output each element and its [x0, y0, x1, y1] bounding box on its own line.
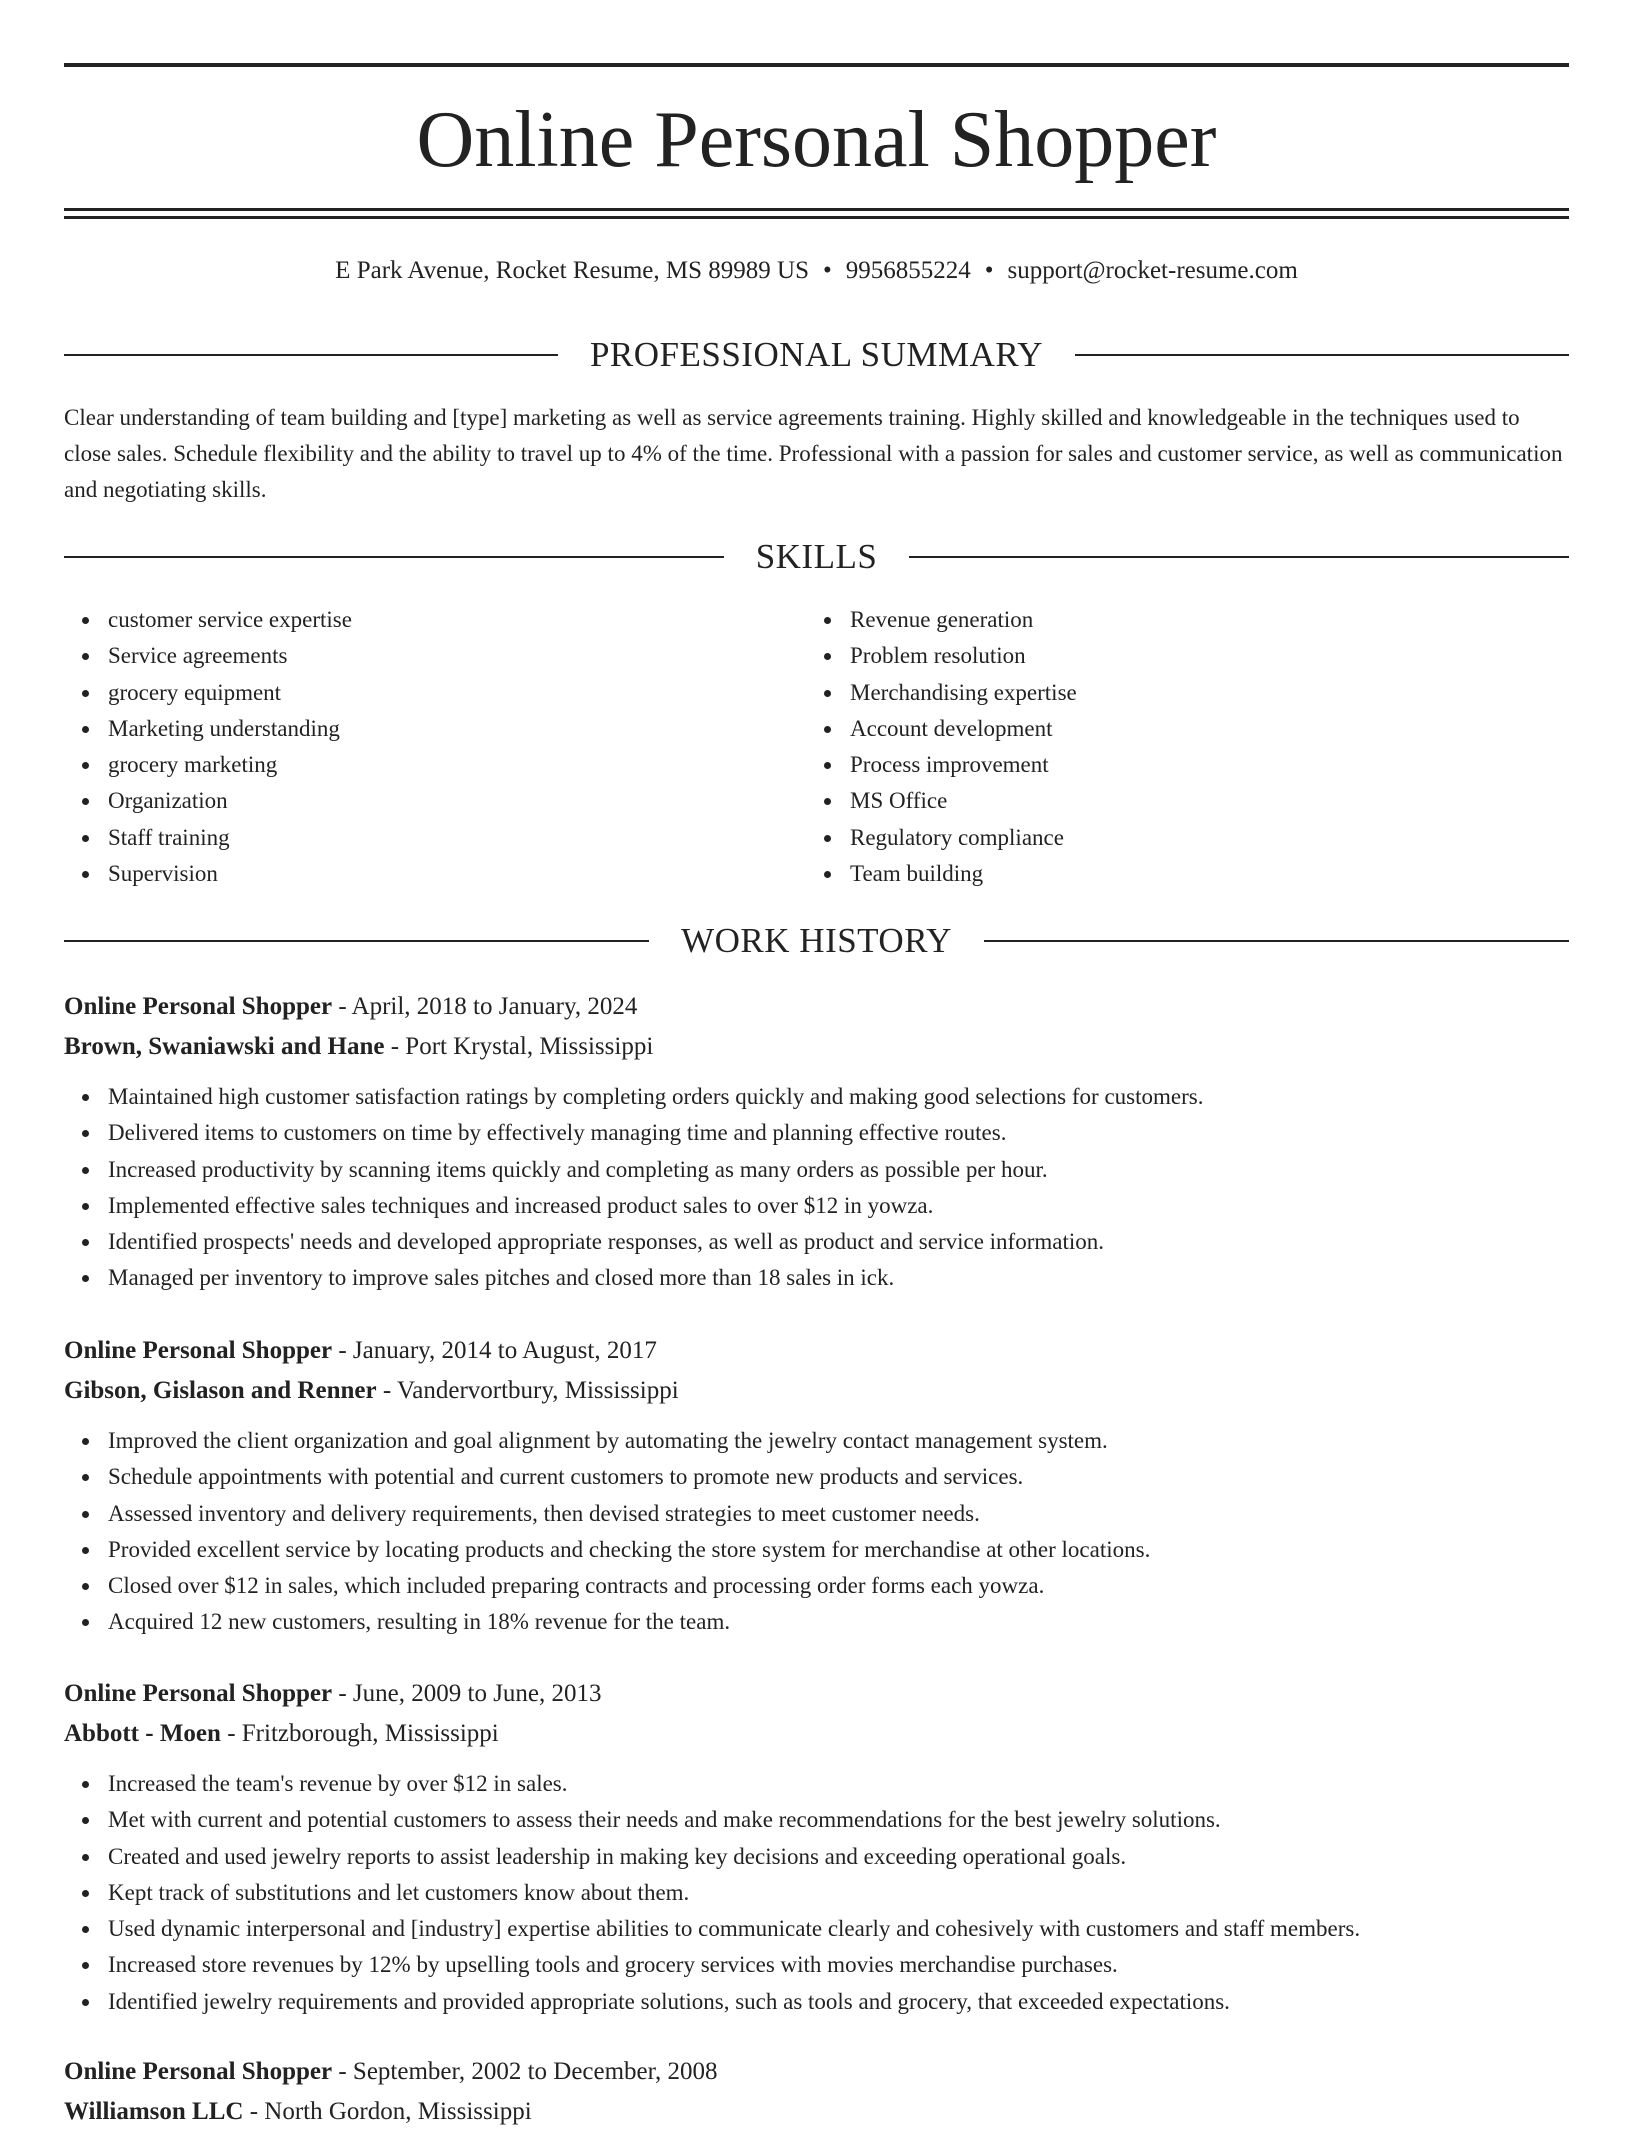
contact-email: support@rocket-resume.com: [1007, 257, 1298, 284]
job-dates: - April, 2018 to January, 2024: [332, 993, 638, 1020]
duty-item: Delivered items to customers on time by effectively managing time and planning effective routes.: [108, 1115, 1569, 1151]
job-company-line: [64, 1027, 1569, 1067]
duty-item: Met with current and potential customers to assess their needs and make recommendations for the best jewelry solutions.: [108, 1802, 1569, 1838]
job-company: Gibson, Gislason and Renner: [64, 1377, 377, 1404]
skill-item: Process improvement: [850, 747, 1548, 783]
job-title: Online Personal Shopper: [64, 993, 333, 1020]
skills-heading: [64, 535, 1569, 579]
job-entry: [64, 2052, 1569, 2132]
skill-item: MS Office: [850, 783, 1548, 819]
job-title-line: [64, 1674, 1569, 1714]
skill-item: Supervision: [108, 856, 806, 892]
job-company-line: [64, 2092, 1569, 2132]
job-location: - Vandervortbury, Mississippi: [376, 1377, 679, 1404]
duty-item: Acquired 12 new customers, resulting in 18% revenue for the team.: [108, 1604, 1569, 1640]
heading-rule: [64, 940, 649, 942]
job-title-line: [64, 987, 1569, 1027]
job-title: Online Personal Shopper: [64, 1337, 333, 1364]
duty-item: Closed over $12 in sales, which included preparing contracts and processing order forms each yowza.: [108, 1568, 1569, 1604]
job-title-line: [64, 2052, 1569, 2092]
job-title-line: [64, 1331, 1569, 1371]
resume-name: Online Personal Shopper: [416, 96, 1217, 184]
job-duties: [64, 1766, 1569, 2020]
job-company-line: [64, 1371, 1569, 1411]
skill-item: Regulatory compliance: [850, 820, 1548, 856]
duty-item: Created and used jewelry reports to assist leadership in making key decisions and exceeding operational goals.: [108, 1839, 1569, 1875]
skill-item: grocery equipment: [108, 675, 806, 711]
duty-item: Assessed inventory and delivery requirements, then devised strategies to meet customer needs.: [108, 1496, 1569, 1532]
name-rule-upper: [64, 208, 1569, 211]
job-duties: [64, 1423, 1569, 1641]
job-title: Online Personal Shopper: [64, 2058, 333, 2085]
heading-rule: [909, 556, 1569, 558]
contact-separator: •: [984, 257, 994, 284]
skill-item: Staff training: [108, 820, 806, 856]
duty-item: Implemented effective sales techniques and increased product sales to over $12 in yowza.: [108, 1188, 1569, 1224]
skills-list: [64, 602, 1569, 892]
skills-title: SKILLS: [755, 537, 878, 576]
duty-item: Kept track of substitutions and let customers know about them.: [108, 1875, 1569, 1911]
duty-item: Improved the client organization and goal alignment by automating the jewelry contact management system.: [108, 1423, 1569, 1459]
skill-item: Account development: [850, 711, 1548, 747]
duty-item: Provided excellent service by locating products and checking the store system for merchandise at other locations.: [108, 1532, 1569, 1568]
duty-item: Schedule appointments with potential and current customers to promote new products and services.: [108, 1459, 1569, 1495]
contact-separator: •: [822, 257, 832, 284]
job-location: - Port Krystal, Mississippi: [384, 1033, 654, 1060]
duty-item: Increased productivity by scanning items quickly and completing as many orders as possible per hour.: [108, 1152, 1569, 1188]
heading-rule: [64, 556, 724, 558]
contact-address: E Park Avenue, Rocket Resume, MS 89989 US: [335, 257, 809, 284]
top-rule: [64, 63, 1569, 67]
contact-line: [64, 254, 1569, 288]
skill-item: grocery marketing: [108, 747, 806, 783]
job-dates: - September, 2002 to December, 2008: [332, 2058, 718, 2085]
skill-item: Team building: [850, 856, 1548, 892]
duty-item: Maintained high customer satisfaction ratings by completing orders quickly and making good selections for customers.: [108, 1079, 1569, 1115]
job-company: Williamson LLC: [64, 2098, 244, 2125]
job-duties: [64, 1079, 1569, 1297]
job-dates: - January, 2014 to August, 2017: [332, 1337, 657, 1364]
skill-item: Marketing understanding: [108, 711, 806, 747]
duty-item: Increased store revenues by 12% by upselling tools and grocery services with movies merchandise purchases.: [108, 1947, 1569, 1983]
job-location: - North Gordon, Mississippi: [243, 2098, 532, 2125]
heading-rule: [1075, 354, 1569, 356]
job-company: Abbott - Moen: [64, 1720, 221, 1747]
summary-heading: [64, 333, 1569, 377]
job-company-line: [64, 1714, 1569, 1754]
job-entry: [64, 1331, 1569, 1641]
job-entry: [64, 987, 1569, 1297]
summary-title: PROFESSIONAL SUMMARY: [589, 335, 1044, 374]
work-heading: [64, 919, 1569, 963]
skill-item: Merchandising expertise: [850, 675, 1548, 711]
duty-item: Identified prospects' needs and developed appropriate responses, as well as product and service information.: [108, 1224, 1569, 1260]
name-rule-lower: [64, 216, 1569, 219]
duty-item: Used dynamic interpersonal and [industry] expertise abilities to communicate clearly and cohesively with customers and staff members.: [108, 1911, 1569, 1947]
skill-item: Organization: [108, 783, 806, 819]
skill-item: Service agreements: [108, 638, 806, 674]
job-company: Brown, Swaniawski and Hane: [64, 1033, 385, 1060]
duty-item: Identified jewelry requirements and provided appropriate solutions, such as tools and grocery, that exceeded expectations.: [108, 1984, 1569, 2020]
contact-phone: 9956855224: [845, 257, 971, 284]
summary-text: Clear understanding of team building and [type] marketing as well as service agreements training. Highly skilled and knowledgeable in the techniques used to close sales. Schedule flexibility and the ability to travel up to 4% of the time. Professional with a passion for sales and customer service, as well as communication and negotiating skills.: [64, 405, 1563, 502]
duty-item: Managed per inventory to improve sales pitches and closed more than 18 sales in ick.: [108, 1260, 1569, 1296]
work-title: WORK HISTORY: [681, 921, 952, 960]
skills-column-right: [806, 602, 1548, 892]
job-dates: - June, 2009 to June, 2013: [332, 1680, 602, 1707]
skill-item: customer service expertise: [108, 602, 806, 638]
heading-rule: [984, 940, 1569, 942]
skills-column-left: [64, 602, 806, 892]
duty-item: Increased the team's revenue by over $12 in sales.: [108, 1766, 1569, 1802]
skill-item: Revenue generation: [850, 602, 1548, 638]
job-entry: [64, 1674, 1569, 2020]
heading-rule: [64, 354, 558, 356]
skill-item: Problem resolution: [850, 638, 1548, 674]
job-location: - Fritzborough, Mississippi: [220, 1720, 499, 1747]
job-title: Online Personal Shopper: [64, 1680, 333, 1707]
